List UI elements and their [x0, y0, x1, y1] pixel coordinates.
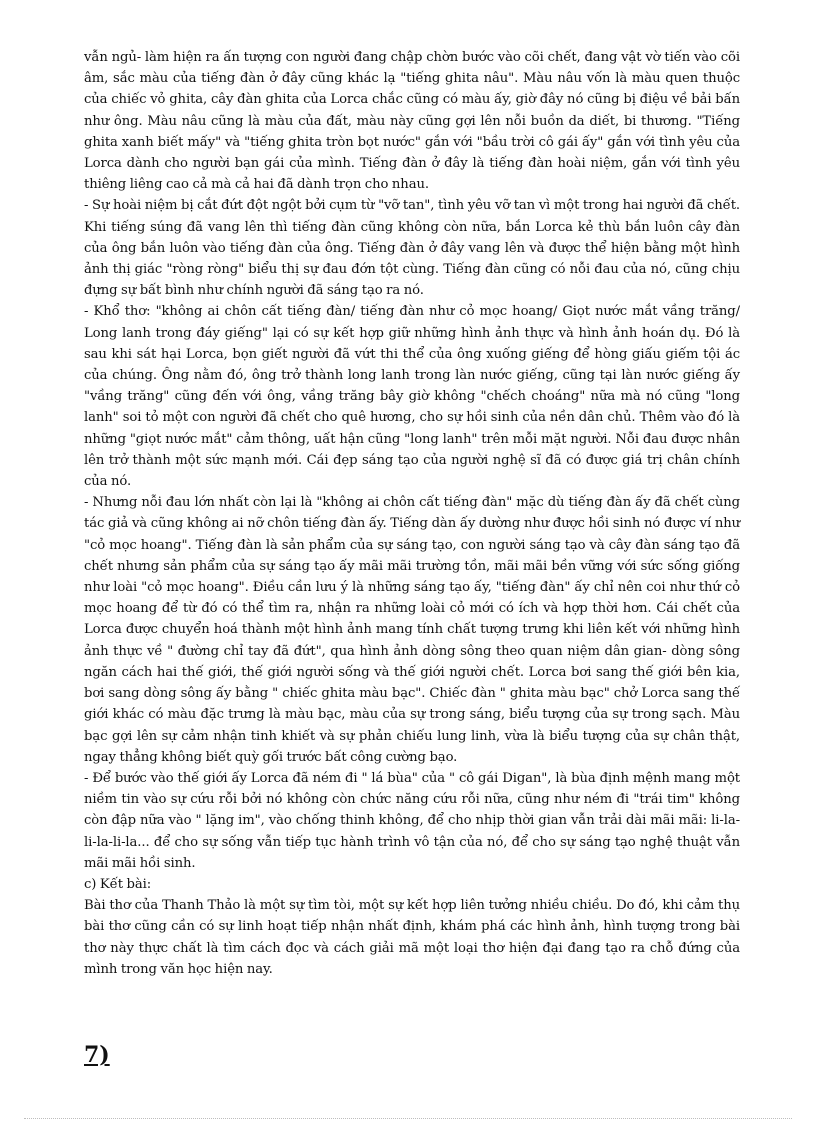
- section-heading-ket-bai: c) Kết bài:: [84, 876, 152, 892]
- paragraph-vo-tan: - Sự hoài niệm bị cắt đứt đột ngột bởi cụm từ "vỡ tan", tình yêu vỡ tan vì một trong hai người đã chết. Khi tiếng súng đã vang lên thì tiếng đàn cũng không còn nữa, bắn Lorca kẻ thù bắn luôn cây đàn của ông bắn luôn vào tiếng đàn của ông. Tiếng đàn ở đây vang lên và được thể hiện bằng một hình ảnh thị giác "ròng ròng" biểu thị sự đau đớn tột cùng. Tiếng đàn cũng có nỗi đau của nó, cũng chịu đựng sự bất bình như chính người đã sáng tạo ra nó.: [84, 198, 740, 299]
- paragraph-tieng-ghita-nau: vẫn ngủ- làm hiện ra ấn tượng con người đang chập chờn bước vào cõi chết, đang vật vờ tiến vào cõi âm, sắc màu của tiếng đàn ở đây cũng khác lạ "tiếng ghita nâu". Màu nâu vốn là màu quen thuộc của chiếc vỏ ghita, cây đàn ghita của Lorca chắc cũng có màu ấy, giờ đây nó cũng bị điệu về bải bấn như ông. Màu nâu cũng là màu của đất, màu này cũng gợi lên nỗi buồn da diết, bi thương. "Tiếng ghita xanh biết mấy" và "tiếng ghita tròn bọt nước" gắn với "bầu trời cô gái ấy" gắn với tình yêu của Lorca dành cho người bạn gái của mình. Tiếng đàn ở đây là tiếng đàn hoài niệm, gắn với tình yêu thiêng liêng cao cả mà cả hai đã dành trọn cho nhau.: [84, 50, 740, 193]
- paragraph-khong-ai-chon-cat: - Khổ thơ: "không ai chôn cất tiếng đàn/ tiếng đàn như cỏ mọc hoang/ Giọt nước mắt vầng trăng/ Long lanh trong đáy giếng" lại có sự kết hợp giữ những hình ảnh thực và hình ảnh hoán dụ. Đó là sau khi sát hại Lorca, bọn giết người đã vứt thi thể của ông xuống giếng để hòng giấu giếm tội ác của chúng. Ông nằm đó, ông trở thành long lanh trong làn nước giếng, cũng tại làn nước giếng ấy "vầng trăng" cũng đến với ông, vầng trăng bây giờ không "chếch choáng" nữa mà nó cũng "long lanh" soi tỏ một con người đã chết cho quê hương, cho sự hồi sinh của nền dân chủ. Thêm vào đó là những "giọt nước mắt" cảm thông, uất hận cũng "long lanh" trên mỗi mặt người. Nỗi đau được nhân lên trở thành một sức mạnh mới. Cái đẹp sáng tạo của người nghệ sĩ đã có được giá trị chân chính của nó.: [84, 304, 740, 490]
- bottom-divider: [24, 1118, 792, 1119]
- document-page: [84, 47, 740, 980]
- paragraph-ket-bai: Bài thơ của Thanh Thảo là một sự tìm tòi, một sự kết hợp liên tưởng nhiều chiều. Do đó, khi cảm thụ bài thơ cũng cần có sự linh hoạt tiếp nhận nhất định, khám phá các hình ảnh, hình tượng trong bài thơ này thực chất là tìm cách đọc và cách giải mã một loại thơ hiện đại đang tạo ra chỗ đứng của mình trong văn học hiện nay.: [84, 898, 740, 977]
- page-number: 7): [84, 1042, 110, 1068]
- paragraph-la-bua: - Để bước vào thế giới ấy Lorca đã ném đi " lá bùa" của " cô gái Digan", là bùa định mệnh mang một niềm tin vào sự cứu rỗi bởi nó không còn chức năng cứu rỗi nữa, cũng như ném đi "trái tim" không còn đập nữa vào " lặng im", vào chống thinh không, để cho nhịp thời gian vẫn trải dài mãi mãi: li-la-li-la-li-la... để cho sự sống vẫn tiếp tục hành trình vô tận của nó, để cho sự sáng tạo nghệ thuật vẫn mãi mãi hồi sinh.: [84, 770, 740, 871]
- document-body: [84, 47, 740, 980]
- paragraph-noi-dau-lon-nhat: - Nhưng nỗi đau lớn nhất còn lại là "không ai chôn cất tiếng đàn" mặc dù tiếng đàn ấy đã chết cùng tác giả và cũng không ai nỡ chôn tiếng đàn ấy. Tiếng dàn ấy dường như được hồi sinh nó được ví như "cỏ mọc hoang". Tiếng đàn là sản phẩm của sự sáng tạo, con người sáng tạo và cây đàn sáng tạo đã chết nhưng sản phẩm của sự sáng tạo ấy mãi mãi trường tồn, mãi mãi bền vững với sức sống giống như loài "cỏ mọc hoang". Điều cần lưu ý là những sáng tạo ấy, "tiếng đàn" ấy chỉ nên coi như thứ cỏ mọc hoang để từ đó có thể tìm ra, nhận ra những loài cỏ mới có ích và hợp thời hơn. Cái chết của Lorca được chuyển hoá thành một hình ảnh mang tính chất tượng trưng khi liên kết với những hình ảnh thực về " đường chỉ tay đã đứt", qua hình ảnh dòng sông theo quan niệm dân gian- dòng sông ngăn cách hai thế giới, thế giới người sống và thế giới người chết. Lorca bơi sang thế giới bên kia, bơi sang dòng sông ấy bằng " chiếc ghita màu bạc". Chiếc đàn " ghita màu bạc" chở Lorca sang thế giới khác có màu đặc trưng là màu bạc, màu của sự trong sáng, biểu tượng của sự trong sạch. Màu bạc gợi lên sự cảm nhận tinh khiết và sự phản chiếu lung linh, vừa là biểu tượng của sự chân thật, ngay thẳng không biết quỳ gối trước bất công cường bạo.: [84, 495, 740, 765]
